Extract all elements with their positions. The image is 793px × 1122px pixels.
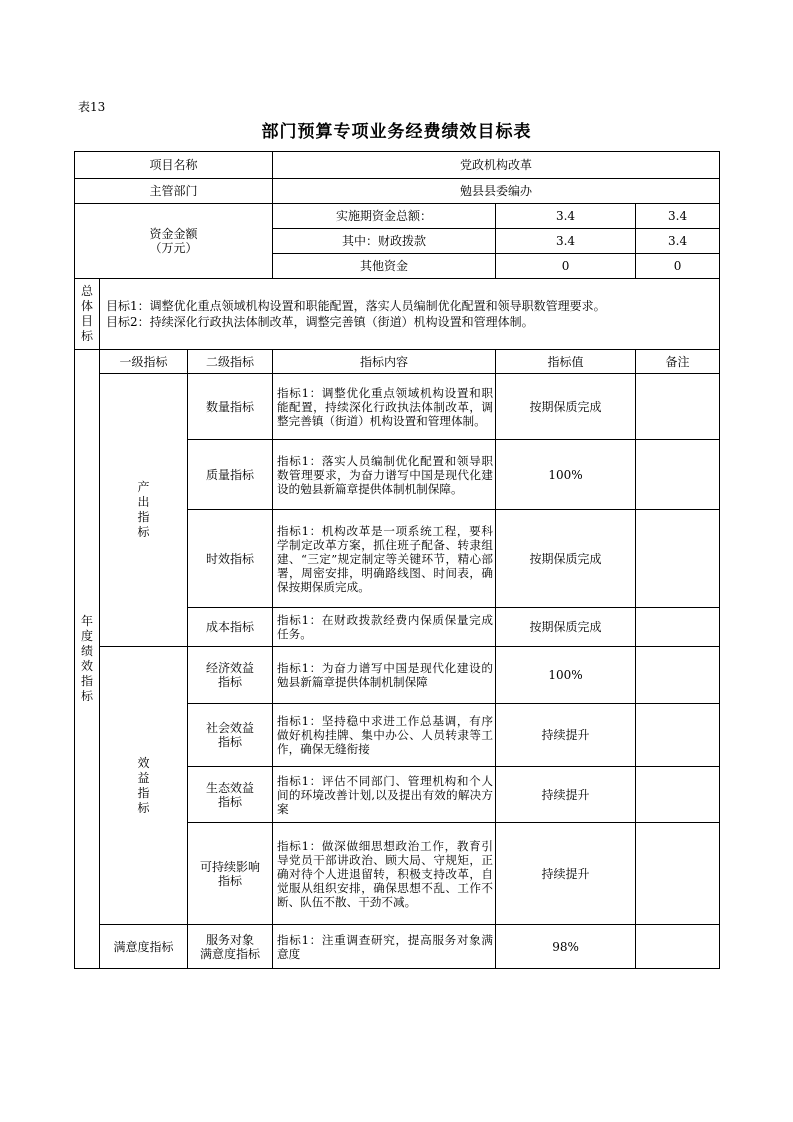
project-name-value: 党政机构改革 [273, 152, 720, 179]
level2-indicator: 服务对象 满意度指标 [188, 925, 273, 969]
goal-item: 目标2：持续深化行政执法体制改革，调整完善镇（街道）机构设置和管理体制。 [106, 315, 534, 329]
fund-value: 0 [636, 254, 720, 279]
indicator-value: 100% [496, 647, 636, 704]
overall-goal-label: 总 体 目 标 [75, 279, 100, 350]
dept-value: 勉县县委编办 [273, 179, 720, 204]
dept-label: 主管部门 [75, 179, 273, 204]
table-row [75, 925, 720, 969]
goal-item: 目标1：调整优化重点领域机构设置和职能配置，落实人员编制优化配置和领导职数管理要求。 [106, 299, 606, 313]
table-row [75, 647, 720, 704]
indicator-content: 指标1：调整优化重点领域机构设置和职能配置，持续深化行政执法体制改革，调整完善镇（街道）机构设置和管理体制。 [273, 374, 496, 440]
indicator-content: 指标1：落实人员编制优化配置和领导职数管理要求，为奋力谱写中国是现代化建设的勉县新篇章提供体制机制保障。 [273, 440, 496, 510]
table-number-label: 表13 [78, 100, 106, 114]
indicator-note [636, 647, 720, 704]
fund-value: 3.4 [636, 229, 720, 254]
fund-value: 0 [496, 254, 636, 279]
overall-goal-row [75, 279, 720, 350]
indicator-value: 按期保质完成 [496, 374, 636, 440]
level2-indicator: 社会效益 指标 [188, 704, 273, 767]
indicator-note [636, 767, 720, 823]
indicator-header-row [75, 350, 720, 374]
level2-indicator: 可持续影响 指标 [188, 823, 273, 925]
indicator-content: 指标1：注重调查研究，提高服务对象满意度 [273, 925, 496, 969]
indicator-value: 按期保质完成 [496, 510, 636, 608]
indicator-value: 持续提升 [496, 767, 636, 823]
fund-item-label: 实施期资金总额： [273, 204, 496, 229]
level2-indicator: 生态效益 指标 [188, 767, 273, 823]
performance-target-table [74, 151, 720, 969]
indicator-value: 100% [496, 440, 636, 510]
indicator-value: 持续提升 [496, 704, 636, 767]
header-content: 指标内容 [273, 350, 496, 374]
level2-indicator: 经济效益 指标 [188, 647, 273, 704]
project-name-row [75, 152, 720, 179]
indicator-content: 指标1：机构改革是一项系统工程，要科学制定改革方案，抓住班子配备、转隶组建、“三定”规定制定等关键环节，精心部署，周密安排，明确路线图、时间表，确保按期保质完成。 [273, 510, 496, 608]
project-name-label: 项目名称 [75, 152, 273, 179]
indicator-note [636, 374, 720, 440]
overall-goal-text [100, 279, 720, 350]
indicator-note [636, 440, 720, 510]
indicator-value: 98% [496, 925, 636, 969]
header-value: 指标值 [496, 350, 636, 374]
indicator-note [636, 925, 720, 969]
indicator-value: 持续提升 [496, 823, 636, 925]
indicator-note [636, 510, 720, 608]
level2-indicator: 成本指标 [188, 608, 273, 647]
indicator-note [636, 608, 720, 647]
level2-indicator: 时效指标 [188, 510, 273, 608]
header-level2: 二级指标 [188, 350, 273, 374]
indicator-value: 按期保质完成 [496, 608, 636, 647]
indicator-content: 指标1：在财政拨款经费内保质保量完成任务。 [273, 608, 496, 647]
fund-value: 3.4 [496, 204, 636, 229]
fund-label: 资金金额 （万元） [75, 204, 273, 279]
annual-indicator-label: 年 度 绩 效 指 标 [75, 350, 100, 969]
fund-item-label: 其中：财政拨款 [273, 229, 496, 254]
indicator-content: 指标1：做深做细思想政治工作，教育引导党员干部讲政治、顾大局、守规矩，正确对待个人进退留转，积极支持改革，自觉服从组织安排，确保思想不乱、工作不断、队伍不散、干劲不减。 [273, 823, 496, 925]
indicator-content: 指标1：评估不同部门、管理机构和个人间的环境改善计划,以及提出有效的解决方案 [273, 767, 496, 823]
satisfaction-indicator-label: 满意度指标 [100, 925, 188, 969]
indicator-content: 指标1：坚持稳中求进工作总基调，有序做好机构挂牌、集中办公、人员转隶等工作，确保无缝衔接 [273, 704, 496, 767]
page-title: 部门预算专项业务经费绩效目标表 [261, 122, 532, 142]
fund-value: 3.4 [496, 229, 636, 254]
indicator-note [636, 704, 720, 767]
level2-indicator: 质量指标 [188, 440, 273, 510]
table-row [75, 374, 720, 440]
fund-item-label: 其他资金 [273, 254, 496, 279]
indicator-content: 指标1：为奋力谱写中国是现代化建设的勉县新篇章提供体制机制保障 [273, 647, 496, 704]
dept-row [75, 179, 720, 204]
fund-row [75, 204, 720, 229]
level2-indicator: 数量指标 [188, 374, 273, 440]
output-indicator-label: 产 出 指 标 [100, 374, 188, 647]
header-note: 备注 [636, 350, 720, 374]
header-level1: 一级指标 [100, 350, 188, 374]
indicator-note [636, 823, 720, 925]
fund-value: 3.4 [636, 204, 720, 229]
benefit-indicator-label: 效 益 指 标 [100, 647, 188, 925]
